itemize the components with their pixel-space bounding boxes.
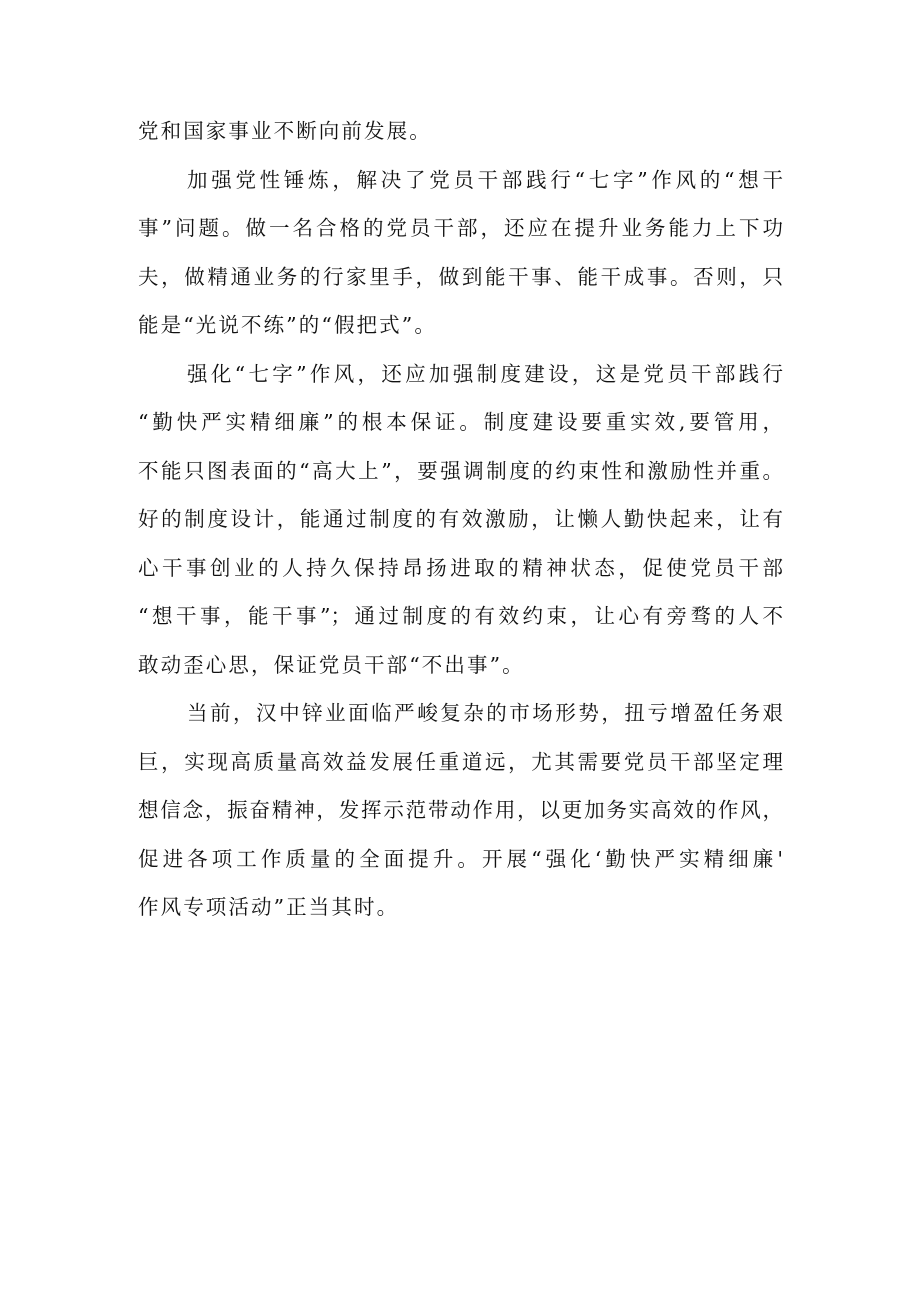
- text-line: 能是“光说不练”的“假把式”。: [138, 313, 437, 337]
- text-line: 党和国家事业不断向前发展。: [138, 119, 432, 143]
- text-line: “勤快严实精细廉”的根本保证。制度建设要重实效,要管用，: [138, 410, 783, 434]
- text-line: 事”问题。做一名合格的党员干部，还应在提升业务能力上下功: [138, 216, 783, 240]
- text-line: 好的制度设计，能通过制度的有效激励，让懒人勤快起来，让有: [138, 507, 783, 531]
- text-line: “想干事，能干事”；通过制度的有效约束，让心有旁骛的人不: [138, 604, 783, 628]
- text-line: 巨，实现高质量高效益发展任重道远，尤其需要党员干部坚定理: [138, 750, 783, 774]
- text-line: 心干事创业的人持久保持昂扬进取的精神状态，促使党员干部: [138, 556, 783, 580]
- text-line: 促进各项工作质量的全面提升。开展“强化‘勤快严实精细廉': [138, 847, 783, 871]
- text-line: 夫，做精通业务的行家里手，做到能干事、能干成事。否则，只: [138, 265, 783, 289]
- text-line: 加强党性锤炼，解决了党员干部践行“七字”作风的“想干: [187, 168, 783, 192]
- text-line: 作风专项活动”正当其时。: [138, 895, 400, 919]
- text-line: 不能只图表面的“高大上”，要强调制度的约束性和激励性并重。: [138, 459, 783, 483]
- text-line: 强化“七字”作风，还应加强制度建设，这是党员干部践行: [187, 362, 783, 386]
- text-line: 敢动歪心思，保证党员干部“不出事”。: [138, 653, 525, 677]
- text-line: 想信念，振奋精神，发挥示范带动作用，以更加务实高效的作风，: [138, 798, 783, 822]
- text-line: 当前，汉中锌业面临严峻复杂的市场形势，扭亏增盈任务艰: [187, 701, 783, 725]
